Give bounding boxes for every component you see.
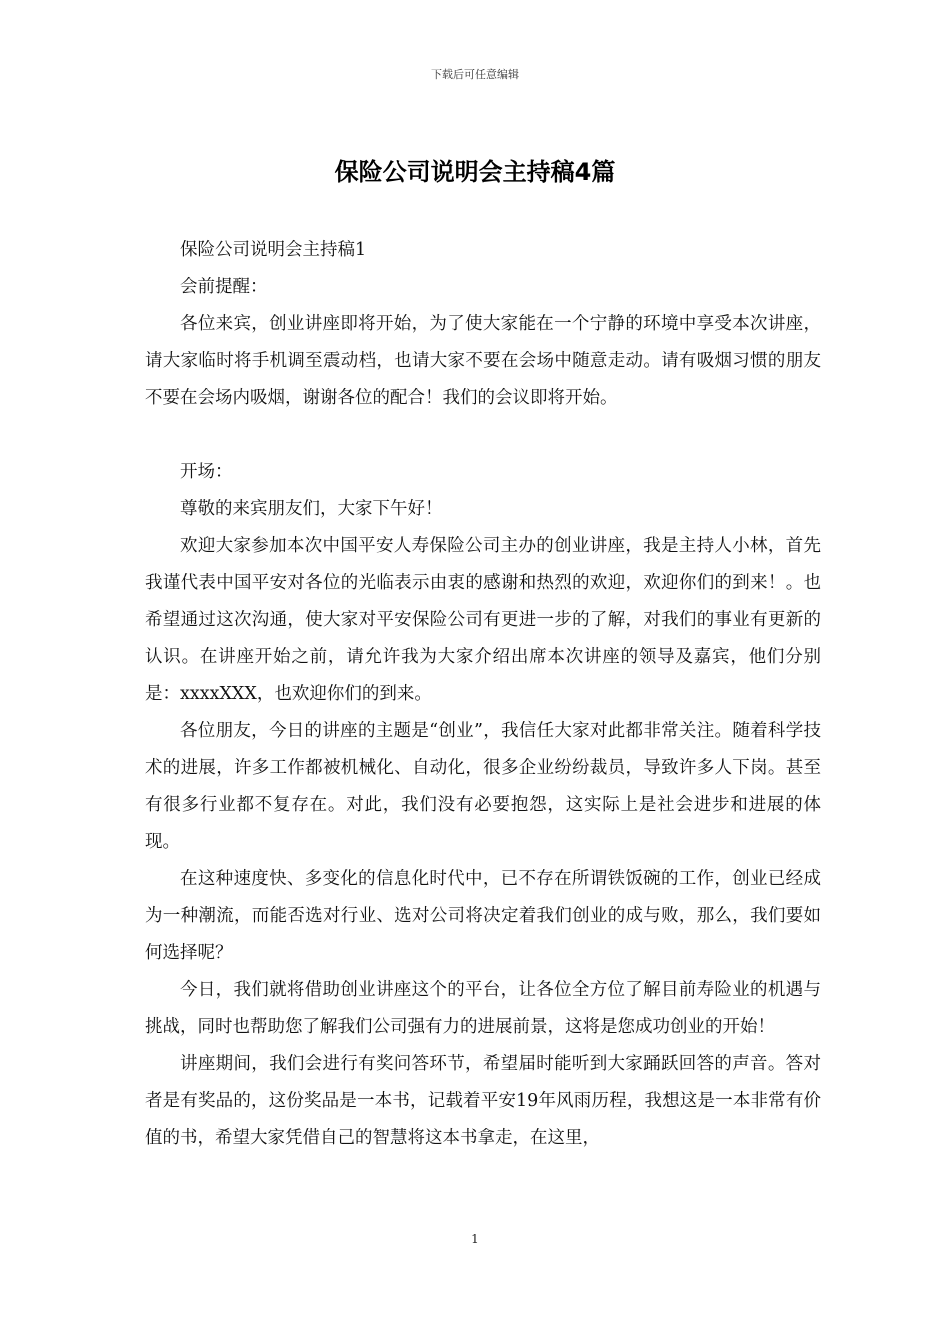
paragraph: 尊敬的来宾朋友们，大家下午好！ [180, 499, 443, 519]
paragraph: 今日，我们就将借助创业讲座这个的平台，让各位全方位了解目前寿险业的机遇与挑战，同时也帮助您了解我们公司强有力的进展前景，这将是您成功创业的开始！ [145, 980, 821, 1037]
paragraph: 会前提醒： [180, 277, 268, 297]
section-heading: 保险公司说明会主持稿1 [180, 240, 367, 260]
paragraph: 讲座期间，我们会进行有奖问答环节，希望届时能听到大家踊跃回答的声音。答对者是有奖品的，这份奖品是一本书，记载着平安19年风雨历程，我想这是一本非常有价值的书，希望大家凭借自己的智慧将这本书拿走，在这里， [145, 1054, 821, 1148]
paragraph: 在这种速度快、多变化的信息化时代中，已不存在所谓铁饭碗的工作，创业已经成为一种潮流，而能否选对行业、选对公司将决定着我们创业的成与败，那么，我们要如何选择呢？ [145, 869, 821, 963]
paragraph: 欢迎大家参加本次中国平安人寿保险公司主办的创业讲座，我是主持人小林，首先我谨代表中国平安对各位的光临表示由衷的感谢和热烈的欢迎，欢迎你们的到来！。也希望通过这次沟通，使大家对平安保险公司有更进一步的了解，对我们的事业有更新的认识。在讲座开始之前，请允许我为大家介绍出席本次讲座的领导及嘉宾，他们分别是：xxxxXXX，也欢迎你们的到来。 [145, 536, 821, 704]
document-title: 保险公司说明会主持稿4篇 [334, 158, 616, 186]
paragraph: 各位来宾，创业讲座即将开始，为了使大家能在一个宁静的环境中享受本次讲座，请大家临时将手机调至震动档，也请大家不要在会场中随意走动。请有吸烟习惯的朋友不要在会场内吸烟，谢谢各位的配合！我们的会议即将开始。 [145, 314, 821, 408]
paragraph: 开场： [180, 462, 233, 482]
paragraph: 各位朋友，今日的讲座的主题是“创业”，我信任大家对此都非常关注。随着科学技术的进展，许多工作都被机械化、自动化，很多企业纷纷裁员，导致许多人下岗。甚至有很多行业都不复存在。对此，我们没有必要抱怨，这实际上是社会进步和进展的体现。 [145, 721, 821, 852]
header-note: 下载后可任意编辑 [431, 68, 519, 81]
document-body [145, 232, 821, 1157]
page-number: 1 [471, 1232, 479, 1246]
